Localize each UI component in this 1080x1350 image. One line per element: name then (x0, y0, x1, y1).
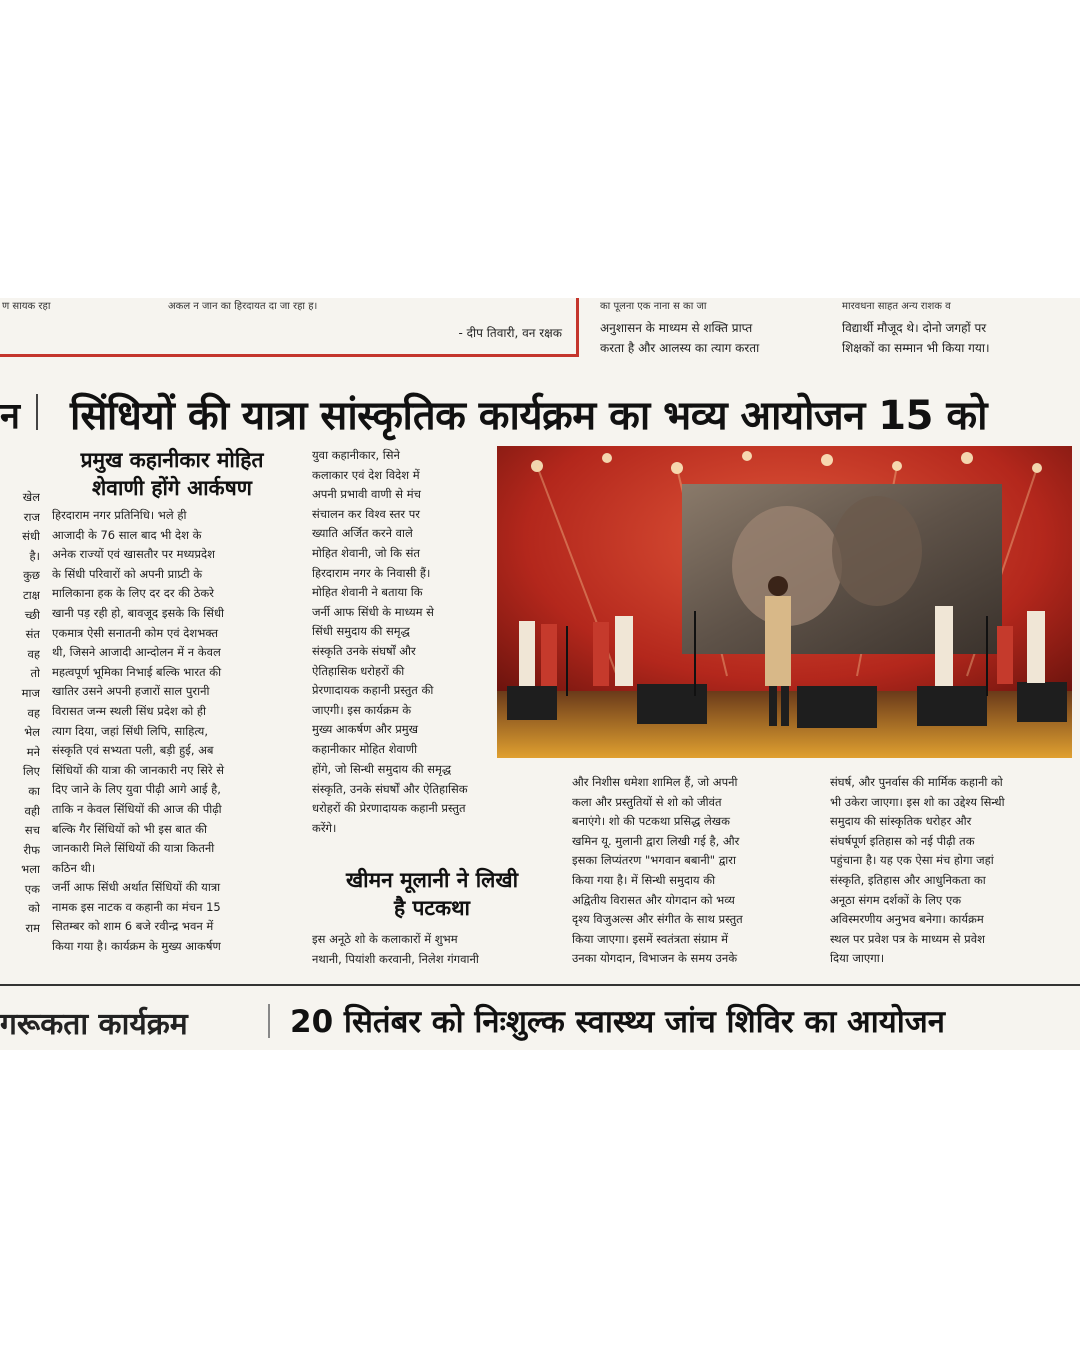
subheading-script-writer: खीमन मूलानी ने लिखी है पटकथा (345, 868, 519, 920)
previous-article-box (0, 298, 579, 357)
adjacent-headline-fragment: न (0, 396, 20, 437)
main-headline: सिंधियों की यात्रा सांस्कृतिक कार्यक्रम का भव्य आयोजन 15 को (70, 393, 987, 439)
adjacent-column-fragment: खेल राज संधी है। कुछ टाक्ष च्छी संत वह तो माज वह भेल मने लिए का वही सच रीफ भला एक को राम (21, 490, 40, 936)
article-column-4: संघर्ष, और पुनर्वास की मार्मिक कहानी को भी उकेरा जाएगा। इस शो का उद्देश्य सिन्धी समुदाय की सांस्कृतिक धरोहर और संघर्षपूर्ण इतिहास को नई पीढ़ी तक पहुंचाना है। यह एक ऐसा मंच होगा जहां संस्कृति, इतिहास और आधुनिकता का अनूठा संगम दर्शकों के लिए एक अविस्मरणीय अनुभव बनेगा। कार्यक्रम स्थल पर प्रवेश पत्र के माध्यम से प्रवेश दिया जाएगा। (830, 775, 1005, 966)
headline-divider (268, 1004, 270, 1038)
stage-performance-photo (497, 446, 1072, 758)
headline-divider (36, 394, 38, 430)
article-column-2: युवा कहानीकार, सिने कलाकार एवं देश विदेश में अपनी प्रभावी वाणी से मंच संचालन कर विश्व स्तर पर ख्याति अर्जित करने वाले मोहित शेवानी, जो कि संत हिरदाराम नगर के निवासी हैं। मोहित शेवानी ने बताया कि जर्नी आफ सिंधी के माध्यम से सिंधी समुदाय की समृद्ध संस्कृति उनके संघर्षों और ऐतिहासिक धरोहरों की प्रेरणादायक कहानी प्रस्तुत की जाएगी। इस कार्यक्रम के मुख्य आकर्षण और प्रमुख कहानीकार मोहित शेवाणी (312, 448, 434, 756)
top-column-4 (842, 318, 1072, 358)
text-line: शिक्षकों का सम्मान भी किया गया। (842, 341, 990, 355)
article-column-1: हिरदाराम नगर प्रतिनिधि। भले ही आजादी के 76 साल बाद भी देश के अनेक राज्यों एवं खासतौर पर मध्यप्रदेश के सिंधी परिवारों को अपनी प्राप्र्टी के मालिकाना हक के लिए दर दर की ठेकरे खानी पड़ रही हो, बावजूद इसके कि सिंधी एकमात्र ऐसी सनातनी कोम एवं देशभक्त थी, जिसने आजादी आन्दोलन में न केवल महत्वपूर्ण भूमिका निभाई बल्कि भारत की खातिर उसने अपनी हजारों साल पुरानी विरासत जन्म स्थली सिंध प्रदेश को ही त्याग दिया, जहां सिंधी लिपि, साहित्य, संस्कृति एवं सभ्यता पली, बड़ी हुई, अब सिंधियों की यात्रा की जानकारी नए सिरे से दिए जाने के लिए युवा पीढ़ी आगे आई है, ताकि न केवल सिंधियों की आज की पीढ़ी बल्कि गैर सिंधियों को भी इस बात की जानकारी मिले सिंधियों की यात्रा कितनी कठिन थी। जर्नी आफ सिंधी अर्थात सिंधियों की यात्रा नामक इस नाटक व कहानी का मंचन 15 सितम्बर को शाम 6 बजे रवीन्द्र भवन में किया गया है। कार्यक्रम के मुख्य आकर्षण (52, 508, 224, 954)
cut-text-fragment: अकल न जान का हिरदायत दा जा रहा ह। (168, 301, 318, 312)
text-line: अनुशासन के माध्यम से शक्ति प्राप्त (600, 321, 753, 335)
article-column-2-lower: होंगे, जो सिन्धी समुदाय की समृद्ध संस्कृति, उनके संघर्षों और ऐतिहासिक धरोहरों की प्रेरणादायक कहानी प्रस्तुत करेंगे। (312, 762, 468, 835)
newspaper-clipping (0, 298, 1080, 1050)
subheading-storyteller: प्रमुख कहानीकार मोहित शेवाणी होंगे आर्कषण (80, 448, 264, 500)
text-line: विद्यार्थी मौजूद थे। दोनो जगहों पर (842, 321, 987, 335)
cut-text-fragment: का पूलना एक नाना स का जा (600, 301, 707, 312)
text-line: करता है और आलस्य का त्याग करता (600, 341, 760, 355)
adjacent-headline-fragment: गरूकता कार्यक्रम (0, 1007, 188, 1042)
next-article-headline: 20 सितंबर को निःशुल्क स्वास्थ्य जांच शिविर का आयोजन (290, 1004, 945, 1040)
stage-photo-illustration (497, 446, 1072, 758)
cut-text-fragment: ण सायक रहा (2, 301, 51, 312)
section-divider (0, 984, 1080, 986)
cut-text-fragment: मारवधना साहत अन्य राशक व (842, 301, 951, 312)
article-column-3: और निशीस धमेशा शामिल हैं, जो अपनी कला और प्रस्तुतियों से शो को जीवंत बनाएंगे। शो की पटकथा प्रसिद्ध लेखक खमिन यू. मुलानी द्वारा लिखी गई है, और इसका लिप्यंतरण "भगवान बबानी" द्वारा किया गया है। में सिन्धी समुदाय की अद्वितीय विरासत और योगदान को भव्य दृश्य विजुअल्स और संगीत के साथ प्रस्तुत किया जाएगा। इसमें स्वतंत्रता संग्राम में उनका योगदान, विभाजन के समय उनके (572, 775, 743, 966)
article-credit: - दीप तिवारी, वन रक्षक (458, 326, 562, 340)
top-column-3 (600, 318, 830, 358)
article-column-2-end: इस अनूठे शो के कलाकारों में शुभम नथानी, पियांशी करवानी, निलेश गंगवानी (312, 932, 479, 966)
